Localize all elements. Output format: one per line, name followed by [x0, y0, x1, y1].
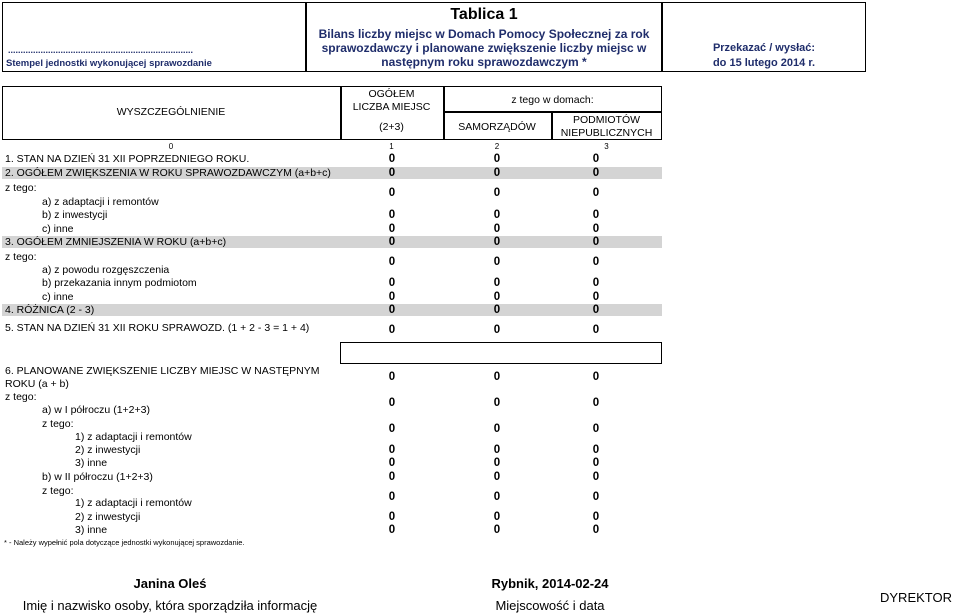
- col-header-niepublicznych: NIEPUBLICZNYCH: [560, 127, 653, 139]
- row-label: b) w II półroczu (1+2+3): [42, 471, 153, 483]
- col-header-samorzadow: SAMORZĄDÓW: [458, 121, 536, 133]
- cell-ogolem: 0: [388, 223, 396, 235]
- col-header-podmiotow: PODMIOTÓW: [572, 114, 641, 126]
- col-number-1: 1: [389, 142, 394, 151]
- cell-samorzadow: 0: [493, 223, 501, 235]
- place-label: Miejscowość i data: [495, 598, 605, 613]
- cell-samorzadow: 0: [493, 209, 501, 221]
- director-label: DYREKTOR: [880, 590, 952, 605]
- cell-ogolem: 0: [388, 209, 396, 221]
- cell-niepublicznych: 0: [592, 471, 600, 483]
- cell-niepublicznych: 0: [592, 209, 600, 221]
- cell-ogolem: 0: [388, 324, 396, 336]
- cell-samorzadow: 0: [493, 187, 501, 199]
- cell-ogolem: 0: [388, 291, 396, 303]
- section-separator: [340, 342, 662, 364]
- cell-samorzadow: 0: [493, 491, 501, 503]
- col-header-wyszczegolnienie: WYSZCZEGÓLNIENIE: [116, 106, 226, 118]
- row-label: 2) z inwestycji: [75, 511, 141, 523]
- header-divider: [443, 111, 662, 113]
- row-sublabel: a) z powodu rozgęszczenia: [42, 264, 170, 276]
- row-sublabel: ROKU (a + b): [5, 378, 69, 390]
- row-label: z tego:: [5, 182, 37, 194]
- cell-niepublicznych: 0: [592, 511, 600, 523]
- col-header-w-domach: z tego w domach:: [511, 94, 594, 106]
- cell-niepublicznych: 0: [592, 397, 600, 409]
- row-label: b) z inwestycji: [42, 209, 108, 221]
- cell-niepublicznych: 0: [592, 153, 600, 165]
- col-header-formula: (2+3): [379, 121, 404, 133]
- cell-ogolem: 0: [388, 167, 396, 179]
- row-label: z tego:: [42, 418, 74, 430]
- cell-ogolem: 0: [388, 371, 396, 383]
- cell-niepublicznych: 0: [592, 371, 600, 383]
- report-title-line1: Bilans liczby miejsc w Domach Pomocy Społecznej za rok: [318, 27, 650, 41]
- row-shade: [2, 304, 662, 316]
- cell-ogolem: 0: [388, 153, 396, 165]
- cell-niepublicznych: 0: [592, 291, 600, 303]
- row-sublabel: 1) z adaptacji i remontów: [75, 431, 192, 443]
- cell-ogolem: 0: [388, 511, 396, 523]
- cell-niepublicznych: 0: [592, 304, 600, 316]
- row-label: z tego:: [5, 251, 37, 263]
- cell-niepublicznych: 0: [592, 167, 600, 179]
- cell-samorzadow: 0: [493, 397, 501, 409]
- row-label: z tego:: [5, 391, 37, 403]
- cell-niepublicznych: 0: [592, 324, 600, 336]
- col-number-3: 3: [604, 142, 609, 151]
- report-title-line3: następnym roku sprawozdawczym *: [381, 55, 587, 69]
- cell-niepublicznych: 0: [592, 524, 600, 536]
- cell-samorzadow: 0: [493, 256, 501, 268]
- cell-niepublicznych: 0: [592, 491, 600, 503]
- cell-niepublicznych: 0: [592, 187, 600, 199]
- cell-ogolem: 0: [388, 277, 396, 289]
- row-label: 5. STAN NA DZIEŃ 31 XII ROKU SPRAWOZD. (1 + 2 - 3 = 1 + 4): [5, 322, 310, 334]
- footnote: * - Należy wypełnić pola dotyczące jednostki wykonującej sprawozdanie.: [4, 538, 245, 547]
- cell-samorzadow: 0: [493, 153, 501, 165]
- col-number-2: 2: [494, 142, 500, 151]
- cell-samorzadow: 0: [493, 371, 501, 383]
- stamp-dots: ..........................................................................: [8, 45, 194, 55]
- row-label: 2. OGÓŁEM ZWIĘKSZENIA W ROKU SPRAWOZDAWCZYM (a+b+c): [5, 167, 331, 179]
- cell-niepublicznych: 0: [592, 423, 600, 435]
- cell-niepublicznych: 0: [592, 256, 600, 268]
- person-label: Imię i nazwisko osoby, która sporządziła informację: [22, 598, 318, 613]
- row-label: c) inne: [42, 291, 74, 303]
- row-sublabel: a) z adaptacji i remontów: [42, 196, 159, 208]
- cell-ogolem: 0: [388, 256, 396, 268]
- col-header-ogolem: OGÓŁEM: [368, 88, 415, 100]
- cell-samorzadow: 0: [493, 471, 501, 483]
- person-name: Janina Oleś: [133, 576, 207, 591]
- report-title-line2: sprawozdawczy i planowane zwiększenie liczby miejsc w: [321, 41, 647, 55]
- cell-samorzadow: 0: [493, 423, 501, 435]
- cell-ogolem: 0: [388, 471, 396, 483]
- cell-ogolem: 0: [388, 304, 396, 316]
- send-label: Przekazać / wysłać:: [712, 42, 816, 54]
- cell-ogolem: 0: [388, 491, 396, 503]
- tablica-title: Tablica 1: [450, 6, 518, 23]
- cell-samorzadow: 0: [493, 524, 501, 536]
- row-label: 3) inne: [75, 457, 108, 469]
- col-header-liczba-miejsc: LICZBA MIEJSC: [352, 101, 431, 113]
- cell-ogolem: 0: [388, 524, 396, 536]
- col-number-0: 0: [168, 142, 174, 151]
- cell-samorzadow: 0: [493, 457, 501, 469]
- cell-niepublicznych: 0: [592, 277, 600, 289]
- cell-samorzadow: 0: [493, 277, 501, 289]
- cell-samorzadow: 0: [493, 236, 501, 248]
- cell-ogolem: 0: [388, 457, 396, 469]
- cell-ogolem: 0: [388, 187, 396, 199]
- row-label: c) inne: [42, 223, 74, 235]
- row-label: 6. PLANOWANE ZWIĘKSZENIE LICZBY MIEJSC W NASTĘPNYM: [5, 365, 320, 377]
- row-label: b) przekazania innym podmiotom: [42, 277, 197, 289]
- row-label: z tego:: [42, 485, 74, 497]
- cell-samorzadow: 0: [493, 324, 501, 336]
- row-label: 4. RÓŻNICA (2 - 3): [5, 304, 95, 316]
- cell-samorzadow: 0: [493, 511, 501, 523]
- cell-samorzadow: 0: [493, 444, 501, 456]
- cell-samorzadow: 0: [493, 167, 501, 179]
- row-label: 3) inne: [75, 524, 108, 536]
- stamp-label: Stempel jednostki wykonującej sprawozdanie: [6, 58, 212, 69]
- cell-samorzadow: 0: [493, 291, 501, 303]
- row-label: 1. STAN NA DZIEŃ 31 XII POPRZEDNIEGO ROKU.: [5, 153, 250, 165]
- cell-niepublicznych: 0: [592, 444, 600, 456]
- row-label: 3. OGÓŁEM ZMNIEJSZENIA W ROKU (a+b+c): [5, 236, 227, 248]
- cell-ogolem: 0: [388, 444, 396, 456]
- cell-niepublicznych: 0: [592, 457, 600, 469]
- cell-niepublicznych: 0: [592, 236, 600, 248]
- row-sublabel: a) w I półroczu (1+2+3): [42, 404, 150, 416]
- cell-samorzadow: 0: [493, 304, 501, 316]
- cell-niepublicznych: 0: [592, 223, 600, 235]
- row-label: 2) z inwestycji: [75, 444, 141, 456]
- cell-ogolem: 0: [388, 236, 396, 248]
- cell-ogolem: 0: [388, 397, 396, 409]
- cell-ogolem: 0: [388, 423, 396, 435]
- row-sublabel: 1) z adaptacji i remontów: [75, 497, 192, 509]
- send-date: do 15 lutego 2014 r.: [712, 57, 816, 69]
- place-date: Rybnik, 2014-02-24: [491, 576, 609, 591]
